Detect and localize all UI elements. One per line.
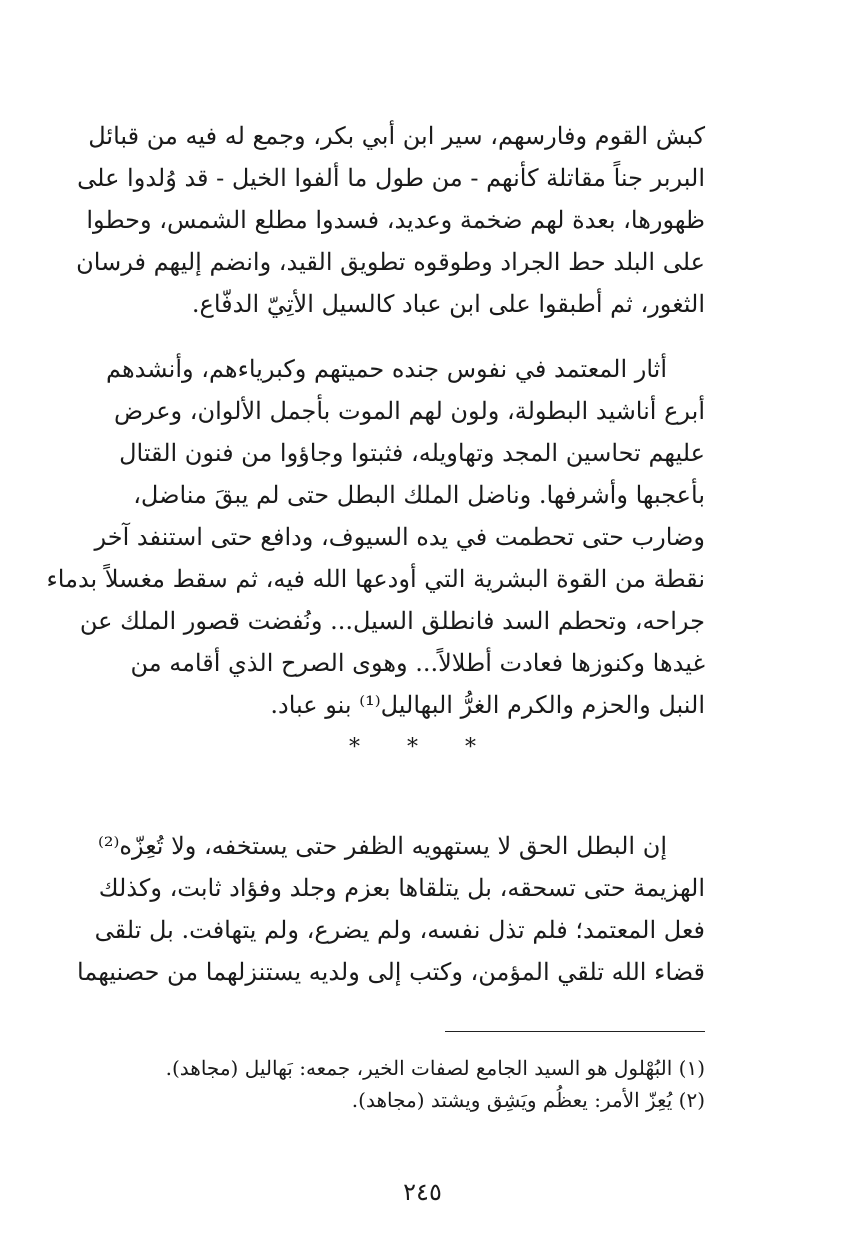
text-line: أثار المعتمد في نفوس جنده حميتهم وكبرياءهم، وأنشدهم <box>106 355 667 383</box>
text-line: النبل والحزم والكرم الغرُّ البهاليل⁽¹⁾ بنو عباد. <box>270 691 705 719</box>
text-line: وضارب حتى تحطمت في يده السيوف، ودافع حتى استنفد آخر <box>94 523 705 551</box>
text-line: على البلد حط الجراد وطوقوه تطويق القيد، وانضم إليهم فرسان <box>76 248 705 276</box>
text-line: البربر جناً مقاتلة كأنهم - من طول ما ألفوا الخيل - قد وُلدوا على <box>77 164 705 192</box>
text-line: أبرع أناشيد البطولة، ولون لهم الموت بأجمل الألوان، وعرض <box>113 397 705 425</box>
paragraph-3 <box>77 825 705 993</box>
footnote-divider <box>445 1031 705 1032</box>
text-line: ظهورها، بعدة لهم ضخمة وعديد، فسدوا مطلع الشمس، وحطوا <box>86 206 705 234</box>
text-line: عليهم تحاسين المجد وتهاويله، فثبتوا وجاؤوا من فنون القتال <box>119 439 705 467</box>
footnote-1: (١) البُهْلول هو السيد الجامع لصفات الخير، جمعه: بَهاليل (مجاهد). <box>165 1056 705 1080</box>
text-line: الثغور، ثم أطبقوا على ابن عباد كالسيل الأتِيّ الدفّاع. <box>191 290 705 318</box>
section-separator: * * * <box>349 735 496 760</box>
paragraph-2 <box>46 348 705 726</box>
footnotes <box>140 1052 705 1116</box>
text-line: بأعجبها وأشرفها. وناضل الملك البطل حتى لم يبقَ مناضل، <box>133 481 705 509</box>
text-line: قضاء الله تلقي المؤمن، وكتب إلى ولديه يستنزلهما من حصنيهما <box>77 958 705 986</box>
paragraph-1 <box>76 115 705 325</box>
text-line: جراحه، وتحطم السد فانطلق السيل... ونُفضت قصور الملك عن <box>79 607 705 635</box>
text-line: كبش القوم وفارسهم، سير ابن أبي بكر، وجمع له فيه من قبائل <box>88 122 705 150</box>
text-line: الهزيمة حتى تسحقه، بل يتلقاها بعزم وجلد وفؤاد ثابت، وكذلك <box>98 874 705 902</box>
page-number: ٢٤٥ <box>403 1178 442 1206</box>
text-line: فعل المعتمد؛ فلم تذل نفسه، ولم يضرع، ولم يتهافت. بل تلقى <box>94 916 705 944</box>
footnote-2: (٢) يُعِزّ الأمر: يعظُم ويَشِق ويشتد (مجاهد). <box>351 1088 705 1112</box>
text-line: غيدها وكنوزها فعادت أطلالاً... وهوى الصرح الذي أقامه من <box>130 649 705 677</box>
text-line: إن البطل الحق لا يستهويه الظفر حتى يستخفه، ولا تُعِزّه⁽²⁾ <box>97 832 667 860</box>
text-line: نقطة من القوة البشرية التي أودعها الله فيه، ثم سقط مغسلاً بدماء <box>46 565 705 593</box>
